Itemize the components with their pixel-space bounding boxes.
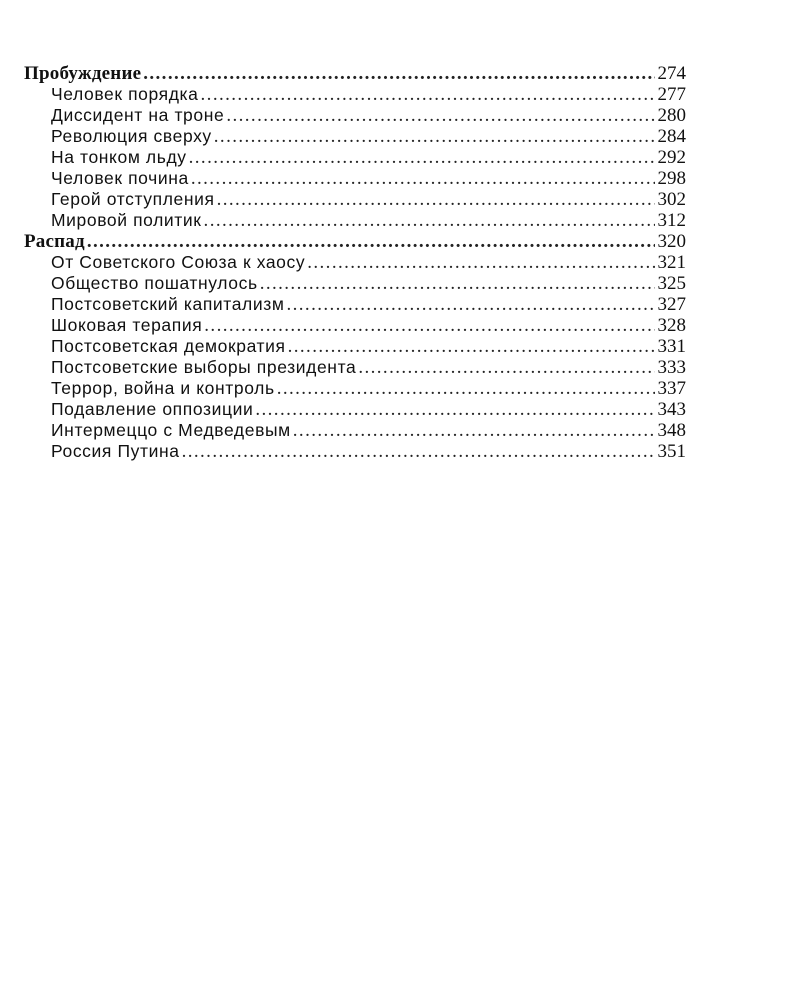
toc-page-number: 274 (657, 63, 686, 84)
toc-page-number: 333 (657, 357, 686, 378)
toc-entry (24, 420, 686, 441)
toc-entry-title: Мировой политик (51, 210, 202, 230)
toc-entry-title: Террор, война и контроль (51, 378, 275, 398)
toc-entry (24, 168, 686, 189)
dot-leader (189, 147, 655, 168)
dot-leader (260, 273, 655, 294)
toc-entry (24, 147, 686, 168)
toc-page-number: 351 (657, 441, 686, 462)
toc-entry (24, 357, 686, 378)
toc-entry (24, 441, 686, 462)
toc-page-number: 343 (657, 399, 686, 420)
dot-leader (358, 357, 654, 378)
toc-page-number: 337 (657, 378, 686, 399)
toc-entry (24, 294, 686, 315)
toc-entry-title: Общество пошатнулось (51, 273, 258, 293)
dot-leader (214, 126, 655, 147)
dot-leader (87, 231, 655, 252)
dot-leader (182, 441, 655, 462)
toc-entry-title: От Советского Союза к хаосу (51, 252, 306, 272)
toc-section-heading (24, 63, 686, 84)
dot-leader (226, 105, 654, 126)
toc-page-number: 320 (657, 231, 686, 252)
toc-entry (24, 126, 686, 147)
toc-entry (24, 315, 686, 336)
toc-page-number: 298 (657, 168, 686, 189)
toc-entry-title: Человек порядка (51, 84, 199, 104)
toc-entry-title: Диссидент на троне (51, 105, 225, 125)
toc-entry (24, 378, 686, 399)
table-of-contents (24, 63, 686, 462)
dot-leader (307, 252, 654, 273)
toc-page-number: 280 (657, 105, 686, 126)
toc-page-number: 321 (657, 252, 686, 273)
toc-page-number: 292 (657, 147, 686, 168)
toc-page-number: 325 (657, 273, 686, 294)
dot-leader (204, 210, 655, 231)
toc-page-number: 284 (657, 126, 686, 147)
toc-entry-title: Шоковая терапия (51, 315, 203, 335)
toc-entry (24, 252, 686, 273)
dot-leader (277, 378, 655, 399)
dot-leader (191, 168, 655, 189)
dot-leader (286, 294, 654, 315)
toc-section-heading (24, 231, 686, 252)
toc-page-number: 331 (657, 336, 686, 357)
toc-page-number: 302 (657, 189, 686, 210)
toc-entry (24, 105, 686, 126)
dot-leader (204, 315, 654, 336)
toc-entry (24, 189, 686, 210)
toc-entry-title: Подавление оппозиции (51, 399, 254, 419)
toc-entry-title: Революция сверху (51, 126, 212, 146)
toc-entry-title: Герой отступления (51, 189, 215, 209)
toc-page-number: 327 (657, 294, 686, 315)
toc-page-number: 328 (657, 315, 686, 336)
toc-entry-title: Постсоветский капитализм (51, 294, 285, 314)
toc-page-number: 277 (657, 84, 686, 105)
toc-page-number: 348 (657, 420, 686, 441)
dot-leader (255, 399, 654, 420)
toc-entry-title: Россия Путина (51, 441, 180, 461)
toc-section-title: Пробуждение (24, 63, 142, 84)
toc-entry (24, 399, 686, 420)
toc-entry (24, 336, 686, 357)
toc-entry (24, 273, 686, 294)
toc-entry-title: Постсоветская демократия (51, 336, 286, 356)
dot-leader (217, 189, 655, 210)
toc-entry (24, 210, 686, 231)
toc-entry-title: Постсоветские выборы президента (51, 357, 357, 377)
toc-entry-title: На тонком льду (51, 147, 187, 167)
toc-entry-title: Интермеццо с Медведевым (51, 420, 291, 440)
toc-section-title: Распад (24, 231, 85, 252)
toc-entry (24, 84, 686, 105)
toc-page-number: 312 (657, 210, 686, 231)
dot-leader (293, 420, 655, 441)
dot-leader (201, 84, 655, 105)
dot-leader (143, 63, 654, 84)
toc-entry-title: Человек почина (51, 168, 189, 188)
dot-leader (288, 336, 655, 357)
